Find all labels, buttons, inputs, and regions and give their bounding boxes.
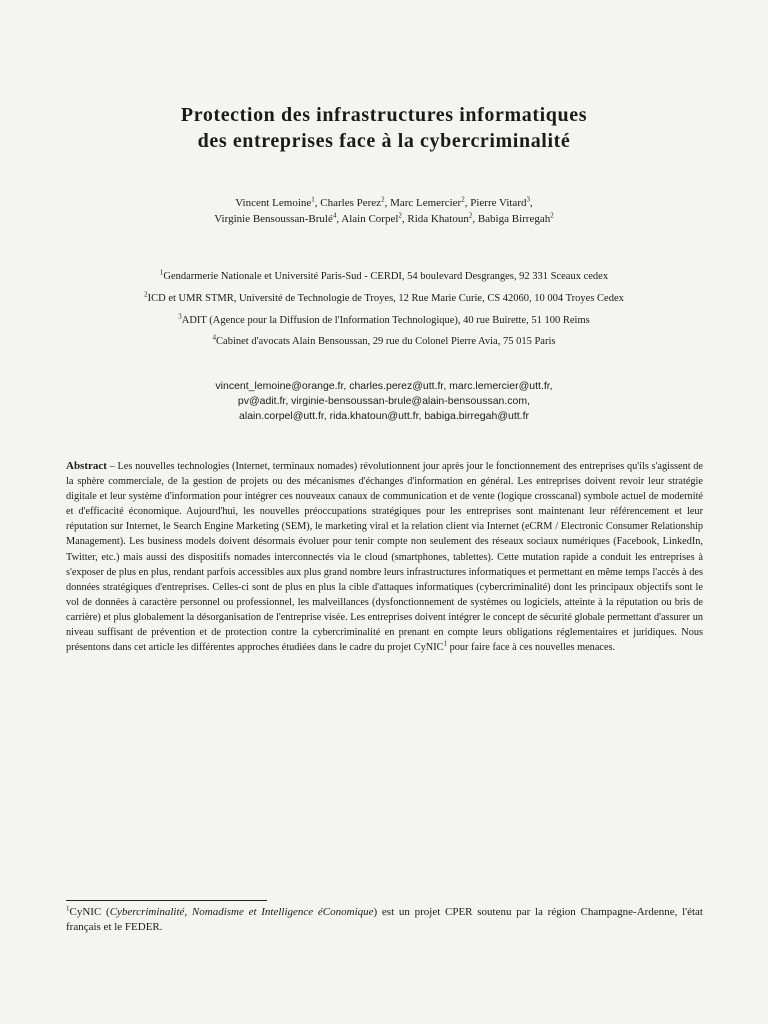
title-line-1: Protection des infrastructures informatiques — [180, 104, 588, 126]
author-sep: , — [464, 197, 471, 209]
author-affil-sup: 2 — [461, 195, 465, 204]
author-affil-sup: 4 — [332, 211, 337, 220]
author-name: Alain Corpel — [341, 213, 399, 225]
email-line-1: vincent_lemoine@orange.fr, charles.perez@utt.fr, marc.lemercier@utt.fr, — [215, 380, 553, 392]
author-affil-sup: 2 — [398, 211, 402, 220]
abstract-tail: pour faire face à ces nouvelles menaces. — [447, 642, 616, 654]
email-list — [0, 379, 768, 424]
footnote-lead: CyNIC ( — [69, 906, 110, 918]
affiliation-text: Cabinet d'avocats Alain Bensoussan, 29 rue du Colonel Pierre Avia, 75 015 Paris — [216, 336, 556, 347]
author-affil-sup: 3 — [526, 195, 530, 204]
author-name: Charles Perez — [320, 197, 382, 209]
author-affil-sup: 2 — [550, 211, 554, 220]
affiliation-3 — [0, 314, 768, 328]
footnote-ref: 1 — [443, 639, 448, 648]
author-list — [0, 195, 768, 227]
abstract-dash: – — [106, 461, 118, 472]
footnote — [66, 905, 703, 935]
affiliation-text: ADIT (Agence pour la Diffusion de l'Information Technologique), 40 rue Buirette, 51 100 Reims — [181, 315, 590, 326]
affiliation-text: Gendarmerie Nationale et Université Paris-Sud - CERDI, 54 boulevard Desgranges, 92 331 Sceaux cedex — [163, 271, 609, 282]
author-name: Vincent Lemoine — [235, 197, 312, 209]
footnote-rest: ) est un projet CPER soutenu par la région Champagne-Ardenne, l'état français et le FEDER. — [66, 906, 703, 933]
affiliation-sup: 4 — [212, 333, 217, 342]
author-name: Rida Khatoun — [407, 213, 469, 225]
authors-line-2 — [0, 211, 768, 227]
abstract-label: Abstract — [66, 460, 107, 472]
author-sep: , — [401, 213, 408, 225]
author-sep: , — [472, 213, 478, 225]
affiliation-text: ICD et UMR STMR, Université de Technologie de Troyes, 12 Rue Marie Curie, CS 42060, 10 004 Troyes Cedex — [147, 293, 624, 304]
authors-line-1 — [0, 195, 768, 211]
title-line-2: des entreprises face à la cybercriminalité — [197, 130, 571, 152]
affiliation-sup: 2 — [144, 290, 148, 299]
affiliation-sup: 1 — [159, 268, 164, 277]
footnote-italic: Cybercriminalité, Nomadisme et Intelligence éConomique — [109, 906, 374, 918]
author-name: Marc Lemercier — [390, 197, 462, 209]
author-affil-sup: 1 — [311, 195, 315, 204]
author-affil-sup: 2 — [381, 195, 385, 204]
abstract-text: Les nouvelles technologies (Internet, terminaux nomades) révolutionnent jour après jour le fonctionnement des entreprises qu'ils s'agissent de la sphère commerciale, de la gestion de projets ou des mécanismes d'échanges d'information en général. Les entreprises doivent revoir leur stratégie digitale et leur système d'information pour intégrer ces nouveaux canaux de communication et de vente (logique crosscanal) symbole actuel de modernité et d'efficacité économique. Aujourd'hui, les nouvelles préoccupations stratégiques pour les entreprises sont maintenant leur référencement et leur réputation sur Internet, le Search Engine Marketing (SEM), le marketing viral et la relation client via Internet (eCRM / Electronic Consumer Relationship Management). Les business models doivent désormais évoluer pour tenir compte non seulement des réseaux sociaux numériques (Facebook, LinkedIn, Twitter, etc.) mais aussi des dispositifs nomades interconnectés via le cloud (smartphones, tablettes). Cette mutation rapide a conduit les entreprises à s'exposer de plus en plus, rendant parfois accessibles aux plus grand nombre leurs infrastructures informatiques et permettant en même temps l'accès à des données stratégiques d'entreprises. Celles-ci sont de plus en plus la cible d'attaques informatiques (cybercriminalité) dont les principaux objectifs sont le vol de données à caractère personnel ou professionnel, les malveillances (dysfonctionnement de systèmes ou logiciels, atteinte à la réputation ou bris de carrière) et plus globalement la désorganisation de l'entreprise visée. Les entreprises doivent intégrer le concept de sécurité globale permettant d'assurer un niveau suffisant de prévention et de protection contre la cybercriminalité en prenant en compte leurs obligations réglementaires et juridiques. Nous présentons dans cet article les différentes approches étudiées dans le cadre du projet CyNIC — [66, 461, 704, 654]
author-sep: , — [336, 213, 342, 225]
author-name: Babiga Birregah — [477, 213, 551, 225]
affiliation-4 — [0, 335, 768, 349]
affiliation-1 — [0, 270, 768, 284]
email-line-2: pv@adit.fr, virginie-bensoussan-brule@alain-bensoussan.com, — [237, 395, 531, 407]
author-name: Pierre Vitard — [470, 197, 527, 209]
footnote-sup: 1 — [66, 904, 70, 913]
author-affil-sup: 2 — [468, 211, 473, 220]
email-line-3: alain.corpel@utt.fr, rida.khatoun@utt.fr, babiga.birregah@utt.fr — [239, 410, 529, 422]
author-sep: , — [384, 197, 391, 209]
affiliation-2 — [0, 292, 768, 306]
paper-title — [0, 102, 768, 154]
author-name: Virginie Bensoussan-Brulé — [214, 213, 333, 225]
affiliation-sup: 3 — [178, 312, 182, 321]
author-sep: , — [314, 197, 321, 209]
author-sep: , — [529, 197, 533, 209]
footnote-divider — [66, 900, 267, 901]
abstract — [66, 459, 703, 655]
